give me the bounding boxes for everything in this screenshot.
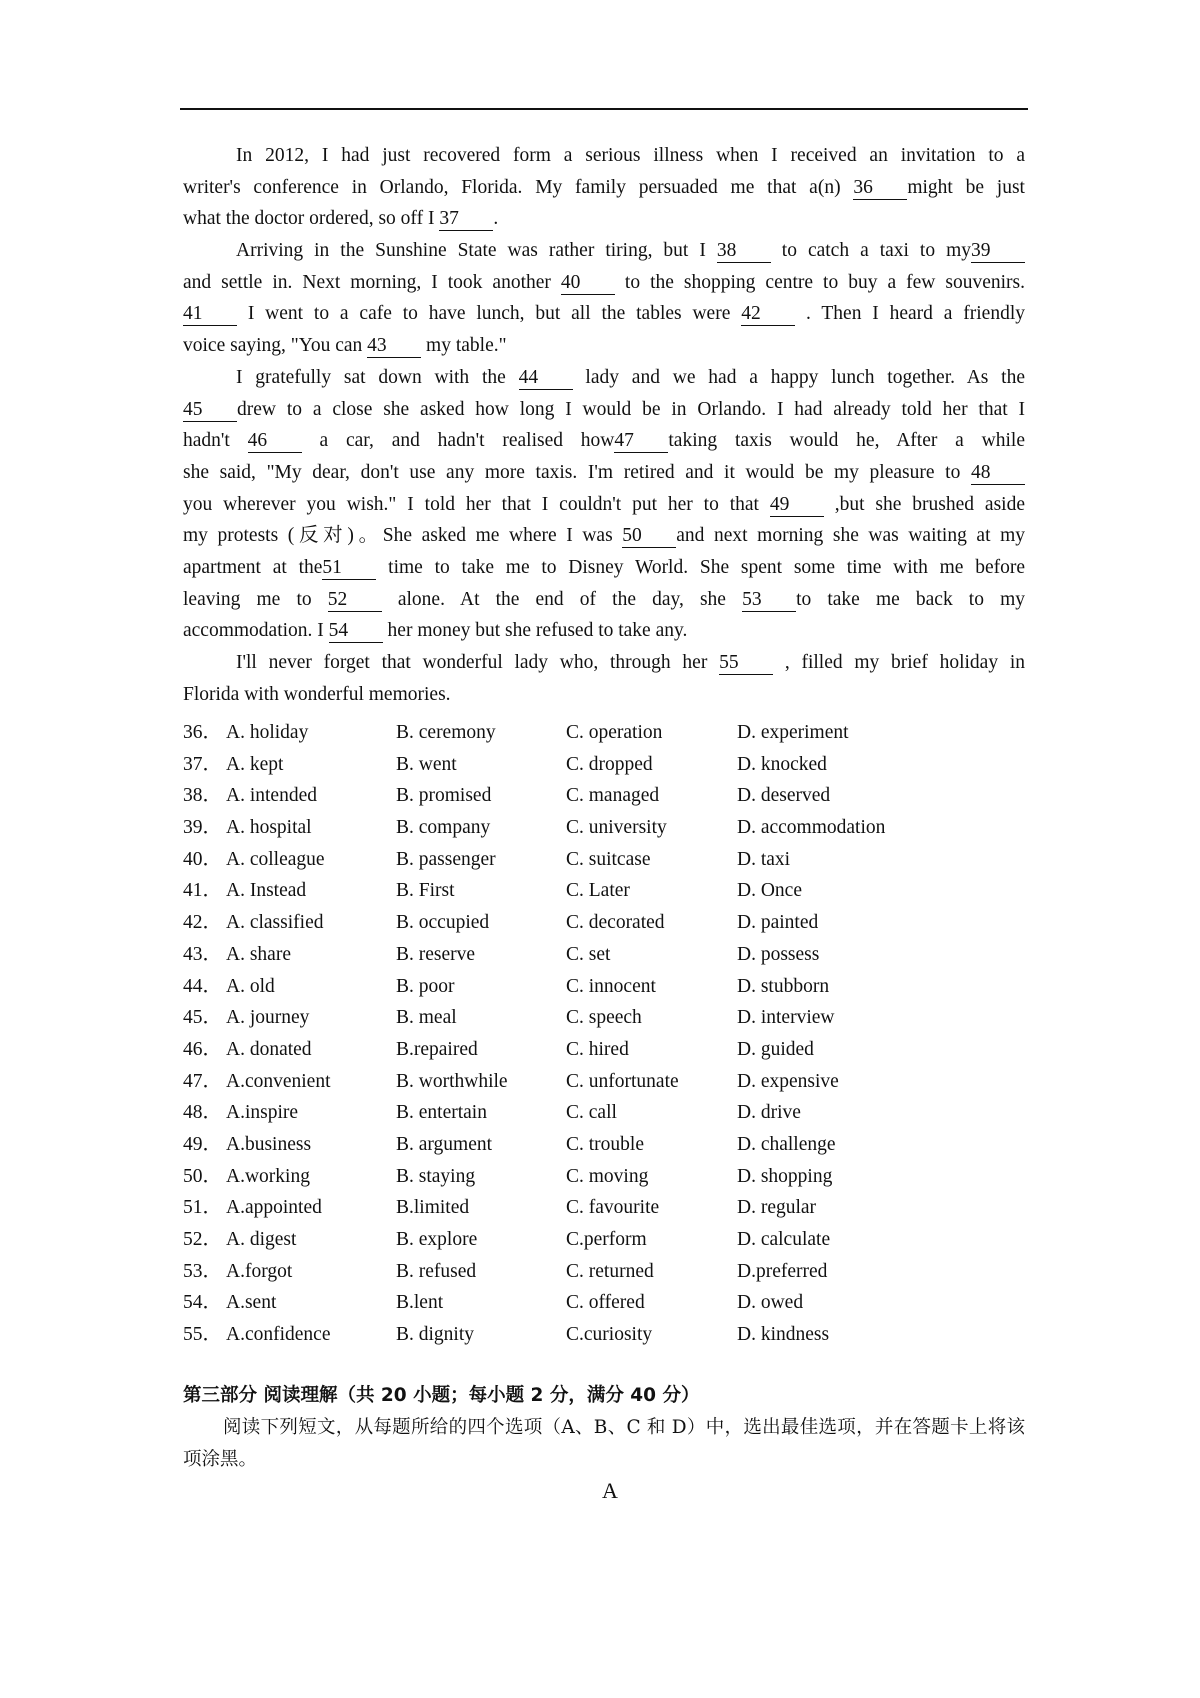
paragraph <box>183 140 1025 235</box>
text-segment: drew to a close she asked how long I would be in Orlando. I had already told her that I <box>237 398 1025 420</box>
option-b: B. argument <box>396 1133 493 1155</box>
text-line <box>183 267 1025 299</box>
blank-40: 40 <box>561 272 615 295</box>
blank-49: 49 <box>770 494 824 517</box>
option-row <box>183 971 1025 1003</box>
option-c: C. operation <box>566 722 663 743</box>
text-line <box>183 394 1025 426</box>
option-d: D. expensive <box>737 1070 839 1092</box>
question-number: 41． <box>183 880 223 902</box>
text-segment: my protests (反对)。She asked me where I was <box>183 525 623 547</box>
option-d: D. guided <box>737 1038 814 1060</box>
question-number: 51． <box>183 1197 223 1219</box>
blank-52: 52 <box>328 589 382 612</box>
question-number: 42． <box>183 912 223 934</box>
text-line <box>183 615 1025 647</box>
option-row <box>183 749 1025 781</box>
option-c: C. university <box>566 817 667 839</box>
option-row <box>183 1287 1025 1319</box>
text-segment: you wherever you wish." I told her that I couldn't put her to that <box>183 493 770 515</box>
option-d: D. experiment <box>737 722 849 743</box>
option-b: B. meal <box>396 1007 457 1029</box>
option-c: C. favourite <box>566 1197 660 1219</box>
question-number: 47． <box>183 1070 223 1092</box>
option-a: A. classified <box>226 912 324 934</box>
option-row <box>183 907 1025 939</box>
option-b: B. refused <box>396 1260 477 1282</box>
option-a: A. holiday <box>226 722 309 743</box>
text-segment: . Then I heard a friendly <box>795 303 1025 325</box>
option-b: B.limited <box>396 1197 470 1219</box>
text-segment: and next morning she was waiting at my <box>676 525 1026 547</box>
text-line <box>183 362 1025 394</box>
option-row <box>183 1161 1025 1193</box>
text-segment: writer's conference in Orlando, Florida. My family persuaded me that a(n) <box>183 176 854 198</box>
option-a: A. hospital <box>226 817 312 839</box>
option-a: A. digest <box>226 1229 297 1250</box>
option-c: C. offered <box>566 1292 645 1314</box>
text-line <box>183 489 1025 521</box>
question-number: 38． <box>183 785 223 807</box>
option-row <box>183 1034 1025 1066</box>
option-c: C. returned <box>566 1260 654 1282</box>
text-line <box>183 552 1025 584</box>
section-instruction: 阅读下列短文，从每题所给的四个选项（A、B、C 和 D）中，选出最佳选项，并在答题卡上将该项涂黑。 <box>183 1417 1025 1470</box>
option-d: D. knocked <box>737 753 827 775</box>
option-a: A. kept <box>226 753 284 775</box>
option-row <box>183 812 1025 844</box>
option-d: D. owed <box>737 1292 804 1314</box>
option-a: A.business <box>226 1133 312 1155</box>
text-segment: time to take me to Disney World. She spent some time with me before <box>376 556 1026 578</box>
option-b: B. First <box>396 880 455 902</box>
option-d: D. kindness <box>737 1324 830 1346</box>
text-segment: I'll never forget that wonderful lady who, through her <box>236 652 720 673</box>
option-b: B. entertain <box>396 1102 487 1124</box>
text-segment: hadn't <box>183 430 248 452</box>
option-c: C. set <box>566 943 611 965</box>
blank-39: 39 <box>971 240 1025 263</box>
option-a: A. old <box>226 975 275 997</box>
blank-41: 41 <box>183 303 237 326</box>
option-c: C.curiosity <box>566 1324 653 1346</box>
option-b: B. worthwhile <box>396 1070 508 1092</box>
question-number: 50． <box>183 1165 223 1187</box>
text-line <box>183 679 1025 711</box>
text-line <box>183 172 1025 204</box>
option-b: B. ceremony <box>396 722 496 743</box>
text-line <box>183 203 1025 235</box>
text-line <box>183 520 1025 552</box>
option-row <box>183 1256 1025 1288</box>
option-d: D. regular <box>737 1197 817 1219</box>
option-b: B. explore <box>396 1229 478 1250</box>
header-rule <box>180 108 1028 110</box>
part-label: A <box>602 1478 618 1503</box>
blank-51: 51 <box>322 557 376 580</box>
text-line <box>183 647 1025 679</box>
option-row <box>183 780 1025 812</box>
question-number: 44． <box>183 975 223 997</box>
text-segment: I went to a cafe to have lunch, but all the tables were <box>237 303 742 325</box>
option-b: B. reserve <box>396 943 476 965</box>
option-row <box>183 1319 1025 1351</box>
text-segment: voice saying, "You can <box>183 335 368 357</box>
text-segment: a car, and hadn't realised how <box>301 430 615 452</box>
text-segment: to the shopping centre to buy a few souvenirs. <box>614 271 1026 293</box>
option-d: D. accommodation <box>737 817 886 839</box>
paragraph <box>183 647 1025 710</box>
option-d: D. calculate <box>737 1229 831 1250</box>
text-line <box>183 330 1025 362</box>
text-segment: lady and we had a happy lunch together. As the <box>572 366 1026 388</box>
option-row <box>183 844 1025 876</box>
option-row <box>183 1066 1025 1098</box>
option-a: A. colleague <box>226 848 325 870</box>
question-number: 49． <box>183 1133 223 1155</box>
text-segment: Florida with wonderful memories. <box>183 683 451 705</box>
text-segment: to catch a taxi to my <box>770 240 971 262</box>
option-a: A.inspire <box>226 1102 299 1124</box>
option-row <box>183 1097 1025 1129</box>
option-d: D. possess <box>737 943 820 965</box>
text-segment: Arriving in the Sunshine State was rather tiring, but I <box>236 240 717 262</box>
option-a: A.working <box>226 1165 310 1187</box>
question-number: 45． <box>183 1007 223 1029</box>
cloze-passage <box>183 140 1025 710</box>
question-number: 37． <box>183 753 223 775</box>
option-a: A. share <box>226 943 291 965</box>
option-c: C. managed <box>566 785 660 807</box>
option-b: B. company <box>396 817 491 839</box>
blank-42: 42 <box>741 303 795 326</box>
text-segment: . <box>493 208 499 230</box>
section-title: 第三部分 阅读理解（共 20 小题；每小题 2 分，满分 40 分） <box>183 1385 700 1406</box>
text-segment: her money but she refused to take any. <box>382 620 688 642</box>
blank-36: 36 <box>853 177 907 200</box>
option-d: D. painted <box>737 912 819 934</box>
option-a: A.appointed <box>226 1197 322 1219</box>
option-a: A. Instead <box>226 880 307 902</box>
option-row <box>183 1002 1025 1034</box>
option-d: D. taxi <box>737 848 791 870</box>
option-b: B. poor <box>396 975 455 997</box>
text-line <box>183 298 1025 330</box>
text-segment: ,but she brushed aside <box>823 493 1025 515</box>
blank-43: 43 <box>367 335 421 358</box>
text-segment: might be just <box>907 176 1025 198</box>
text-segment: , filled my brief holiday in <box>773 652 1025 673</box>
option-a: A.forgot <box>226 1260 293 1282</box>
option-row <box>183 717 1025 749</box>
text-segment: apartment at the <box>183 556 323 578</box>
question-number: 54． <box>183 1292 223 1314</box>
cloze-options <box>183 717 1025 1351</box>
option-d: D.preferred <box>737 1260 828 1282</box>
text-segment: what the doctor ordered, so off I <box>183 208 440 230</box>
question-number: 43． <box>183 943 223 965</box>
option-b: B. dignity <box>396 1324 475 1346</box>
blank-47: 47 <box>614 430 668 453</box>
question-number: 40． <box>183 848 223 870</box>
option-a: A. journey <box>226 1007 310 1029</box>
option-b: B.lent <box>396 1292 444 1314</box>
text-segment: accommodation. I <box>183 620 329 642</box>
option-row <box>183 875 1025 907</box>
option-d: D. drive <box>737 1102 801 1124</box>
blank-50: 50 <box>622 525 676 548</box>
text-line <box>183 584 1025 616</box>
option-b: B. occupied <box>396 912 490 934</box>
blank-38: 38 <box>717 240 771 263</box>
option-b: B. passenger <box>396 848 496 870</box>
blank-48: 48 <box>971 462 1025 485</box>
blank-46: 46 <box>248 430 302 453</box>
option-b: B.repaired <box>396 1038 478 1060</box>
option-c: C.perform <box>566 1229 647 1250</box>
option-d: D. shopping <box>737 1165 833 1187</box>
option-row <box>183 939 1025 971</box>
text-line <box>183 425 1025 457</box>
question-number: 52． <box>183 1229 223 1250</box>
question-number: 55． <box>183 1324 223 1346</box>
blank-53: 53 <box>742 589 796 612</box>
option-d: D. Once <box>737 880 802 902</box>
option-c: C. unfortunate <box>566 1070 679 1092</box>
option-d: D. challenge <box>737 1133 836 1155</box>
option-a: A.convenient <box>226 1070 331 1092</box>
option-c: C. decorated <box>566 912 665 934</box>
option-d: D. stubborn <box>737 975 830 997</box>
option-b: B. went <box>396 753 457 775</box>
question-number: 53． <box>183 1260 223 1282</box>
text-segment: alone. At the end of the day, she <box>381 588 743 610</box>
option-c: C. dropped <box>566 753 653 775</box>
option-c: C. moving <box>566 1165 649 1187</box>
text-segment: In 2012, I had just recovered form a serious illness when I received an invitation to a <box>236 145 1025 166</box>
text-segment: my table." <box>421 335 507 357</box>
option-c: C. speech <box>566 1007 642 1029</box>
option-c: C. call <box>566 1102 617 1124</box>
blank-55: 55 <box>719 652 773 675</box>
text-segment: taking taxis would he, After a while <box>668 430 1025 452</box>
option-c: C. innocent <box>566 975 656 997</box>
option-c: C. trouble <box>566 1133 644 1155</box>
option-a: A. donated <box>226 1038 312 1060</box>
option-a: A. intended <box>226 785 317 807</box>
option-a: A.sent <box>226 1292 277 1314</box>
option-a: A.confidence <box>226 1324 331 1346</box>
option-d: D. deserved <box>737 785 831 807</box>
question-number: 39． <box>183 817 223 839</box>
text-line <box>183 235 1025 267</box>
paragraph <box>183 235 1025 362</box>
text-segment: and settle in. Next morning, I took another <box>183 271 561 293</box>
blank-37: 37 <box>439 208 493 231</box>
option-row <box>183 1192 1025 1224</box>
text-segment: she said, "My dear, don't use any more taxis. I'm retired and it would be my pleasure to <box>183 461 971 483</box>
option-c: C. suitcase <box>566 848 651 870</box>
paragraph <box>183 362 1025 647</box>
option-b: B. promised <box>396 785 492 807</box>
blank-45: 45 <box>183 399 237 422</box>
option-b: B. staying <box>396 1165 476 1187</box>
option-c: C. Later <box>566 880 630 902</box>
option-row <box>183 1129 1025 1161</box>
text-line <box>183 140 1025 172</box>
option-row <box>183 1224 1025 1256</box>
text-segment: leaving me to <box>183 588 328 610</box>
question-number: 36． <box>183 722 223 743</box>
option-d: D. interview <box>737 1007 835 1029</box>
question-number: 48． <box>183 1102 223 1124</box>
text-segment: I gratefully sat down with the <box>236 366 519 388</box>
blank-44: 44 <box>519 367 573 390</box>
question-number: 46． <box>183 1038 223 1060</box>
reading-section <box>183 1380 1025 1475</box>
blank-54: 54 <box>329 620 383 643</box>
option-c: C. hired <box>566 1038 629 1060</box>
text-line <box>183 457 1025 489</box>
text-segment: to take me back to my <box>796 588 1025 610</box>
